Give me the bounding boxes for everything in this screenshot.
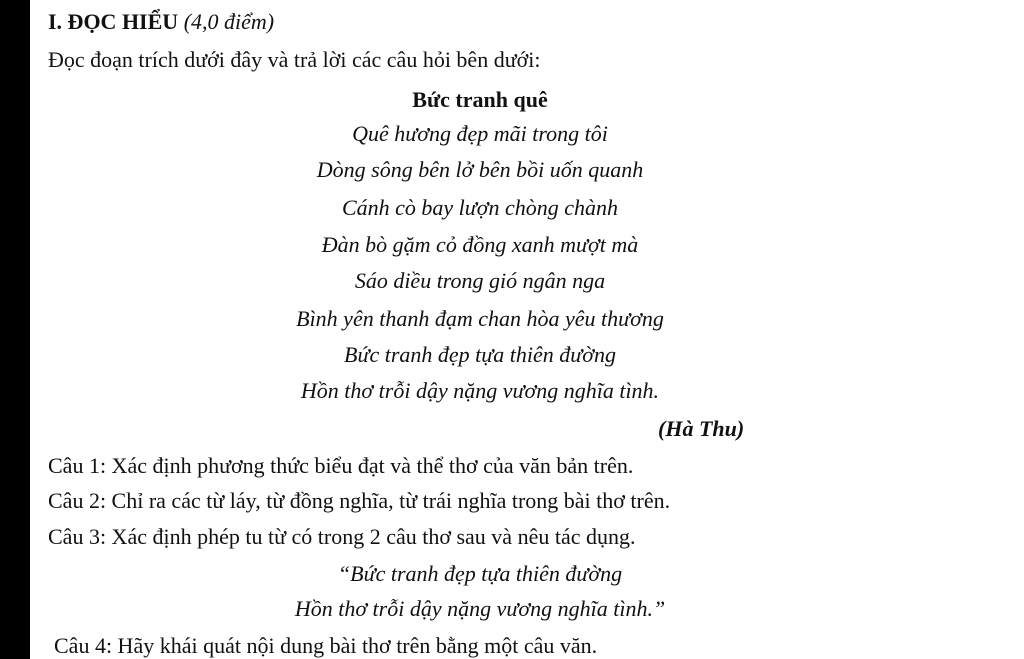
question-1: Câu 1: Xác định phương thức biểu đạt và thể thơ của văn bản trên. [48,453,634,478]
poem-author: (Hà Thu) [658,416,745,441]
poem-line-1: Quê hương đẹp mãi trong tôi [352,121,608,146]
section-points: (4,0 điểm) [183,9,275,34]
quote-line-1: “Bức tranh đẹp tựa thiên đường [337,561,623,586]
document-page [30,0,1024,659]
quote-line-2: Hồn thơ trỗi dậy nặng vương nghĩa tình.” [294,596,666,621]
question-3: Câu 3: Xác định phép tu từ có trong 2 câu thơ sau và nêu tác dụng. [48,524,636,549]
section-heading: I. ĐỌC HIỂU [48,9,179,34]
poem-line-2: Dòng sông bên lở bên bồi uốn quanh [316,157,644,182]
poem-line-7: Bức tranh đẹp tựa thiên đường [344,342,616,367]
question-4: Câu 4: Hãy khái quát nội dung bài thơ trên bằng một câu văn. [54,633,598,658]
section-heading-line [48,9,274,35]
question-2: Câu 2: Chỉ ra các từ láy, từ đồng nghĩa, từ trái nghĩa trong bài thơ trên. [48,488,671,513]
instruction-text: Đọc đoạn trích dưới đây và trả lời các câu hỏi bên dưới: [48,47,541,72]
poem-title: Bức tranh quê [412,87,548,112]
poem-line-3: Cánh cò bay lượn chòng chành [341,195,619,220]
poem-line-6: Bình yên thanh đạm chan hòa yêu thương [296,306,664,331]
poem-line-4: Đàn bò gặm cỏ đồng xanh mượt mà [321,232,639,257]
poem-line-8: Hồn thơ trỗi dậy nặng vương nghĩa tình. [300,378,660,403]
poem-line-5: Sáo diều trong gió ngân nga [354,268,606,293]
